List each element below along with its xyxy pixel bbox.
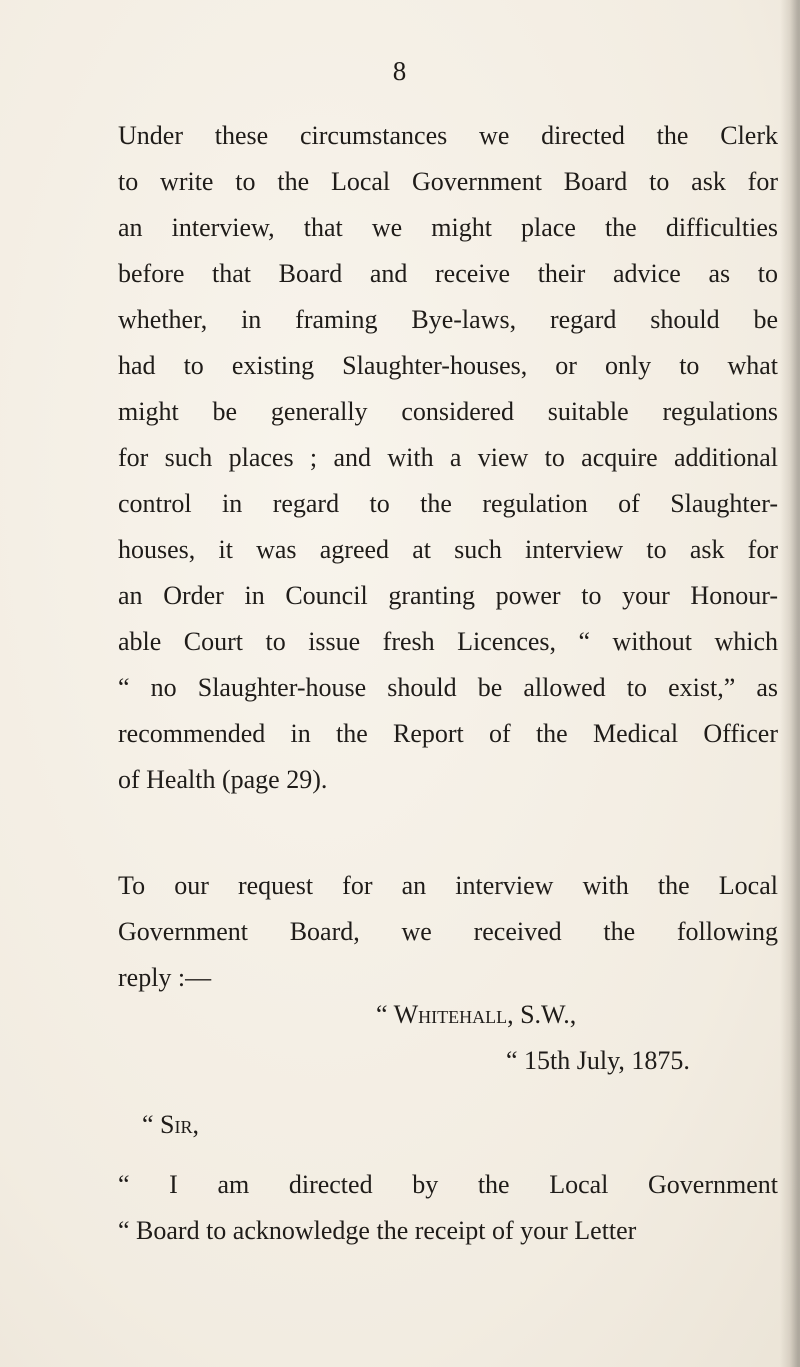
paragraph-request (118, 863, 778, 1001)
page-number: 8 (392, 56, 408, 86)
text-line: whether, in framing Bye-laws, regard should be (118, 305, 778, 334)
letter-salutation: “ Sir, (142, 1110, 199, 1139)
letter-date: “ 15th July, 1875. (506, 1046, 690, 1075)
text-line: recommended in the Report of the Medical Officer (118, 719, 778, 748)
text-line: had to existing Slaughter-houses, or only to what (118, 351, 778, 380)
text-line: of Health (page 29). (118, 765, 328, 794)
text-line: an Order in Council granting power to your Honour- (118, 581, 778, 610)
letter-body (118, 1162, 778, 1254)
text-line: “ no Slaughter-house should be allowed to exist,” as (118, 673, 778, 702)
text-line: to write to the Local Government Board to ask for (118, 167, 778, 196)
text-line: an interview, that we might place the difficulties (118, 213, 778, 242)
text-line: might be generally considered suitable regulations (118, 397, 778, 426)
text-line: able Court to issue fresh Licences, “ without which (118, 627, 778, 656)
text-line: “ Board to acknowledge the receipt of your Letter (118, 1216, 637, 1245)
text-line: houses, it was agreed at such interview to ask for (118, 535, 778, 564)
text-line: Under these circumstances we directed the Clerk (118, 121, 778, 150)
text-line: before that Board and receive their advice as to (118, 259, 778, 288)
text-line: To our request for an interview with the Local (118, 871, 778, 900)
text-line: Government Board, we received the following (118, 917, 778, 946)
text-line: for such places ; and with a view to acquire additional (118, 443, 778, 472)
text-line: control in regard to the regulation of Slaughter- (118, 489, 778, 518)
text-line: reply :— (118, 963, 212, 992)
paragraph-circumstances (118, 113, 778, 803)
letter-address: “ Whitehall, S.W., (376, 1000, 577, 1029)
text-line: “ I am directed by the Local Government (118, 1170, 778, 1199)
